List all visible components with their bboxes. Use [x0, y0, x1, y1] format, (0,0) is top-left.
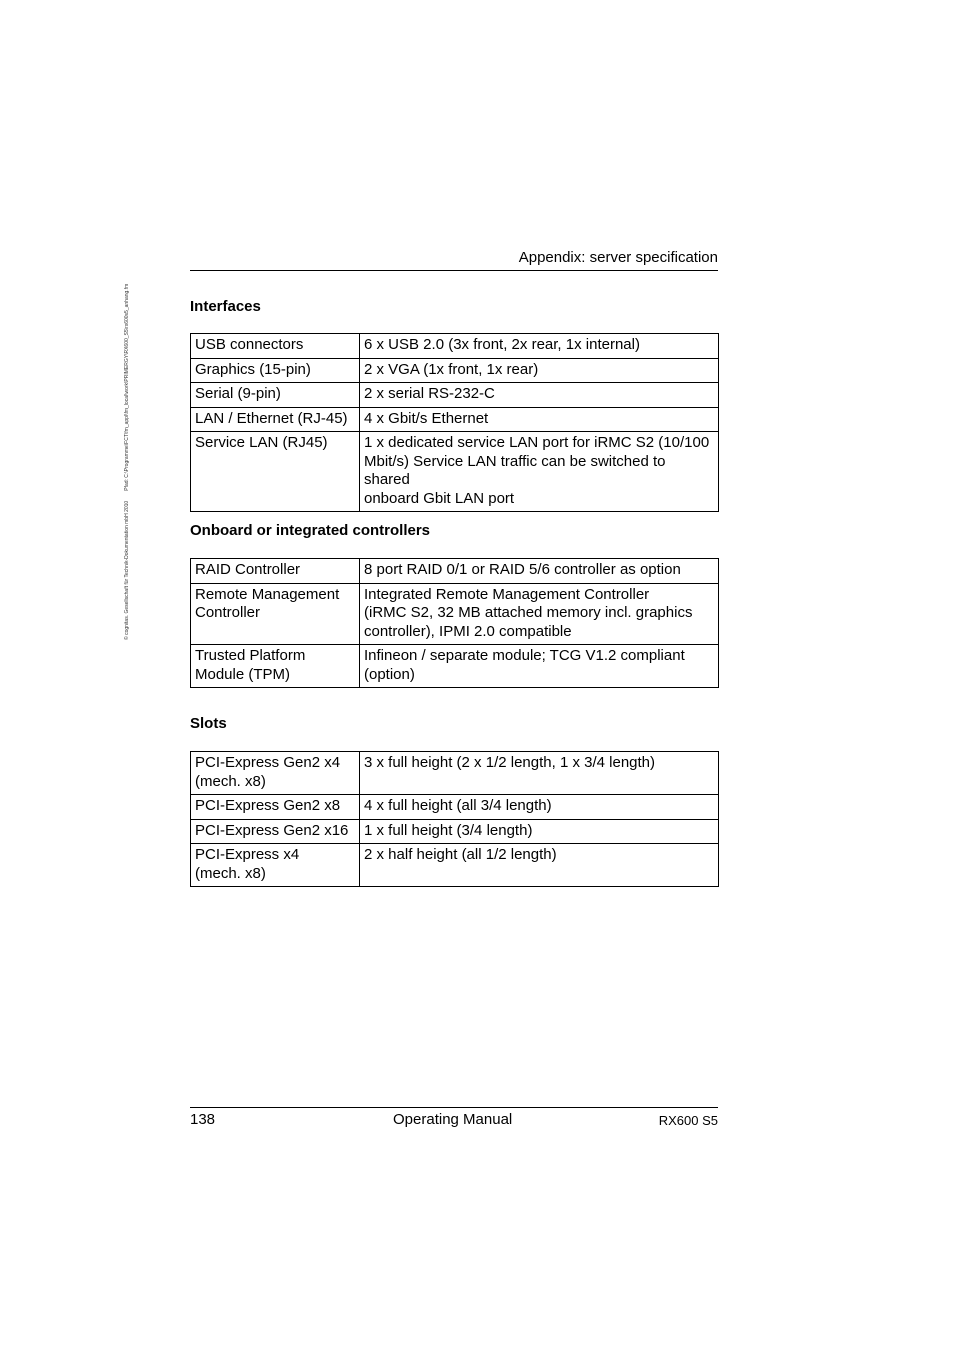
- table-cell-label: Service LAN (RJ45): [191, 432, 360, 512]
- value-line: (option): [364, 665, 415, 683]
- table-cell-value: [360, 645, 719, 688]
- table-row: [191, 844, 719, 887]
- table-cell-value: 2 x VGA (1x front, 1x rear): [360, 358, 719, 383]
- label-line: (mech. x8): [195, 772, 266, 790]
- copyright-note: © cognitas. Gesellschaft für Technik-Dokumentation mbH 2010: [124, 500, 130, 640]
- table-cell-value: 1 x full height (3/4 length): [360, 819, 719, 844]
- table-cell-value: [360, 432, 719, 512]
- value-line: Mbit/s) Service LAN traffic can be switched to shared: [364, 452, 666, 488]
- label-line: (mech. x8): [195, 864, 266, 882]
- header-title: Appendix: server specification: [518, 249, 718, 266]
- value-line: controller), IPMI 2.0 compatible: [364, 622, 572, 640]
- table-row: [191, 358, 719, 383]
- table-row: [191, 334, 719, 359]
- label-line: Controller: [195, 604, 261, 621]
- page-header: [190, 248, 718, 271]
- table-row: [191, 432, 719, 512]
- table-cell-label: [191, 752, 360, 795]
- table-cell-label: Graphics (15-pin): [191, 358, 360, 383]
- label-line: Remote Management: [195, 585, 340, 603]
- table-cell-label: PCI-Express Gen2 x16: [191, 819, 360, 844]
- table-row: [191, 583, 719, 645]
- table-cell-value: 8 port RAID 0/1 or RAID 5/6 controller as option: [360, 559, 719, 584]
- label-line: Trusted Platform: [195, 647, 306, 664]
- table-cell-label: USB connectors: [191, 334, 360, 359]
- model-name: RX600 S5: [658, 1113, 718, 1128]
- value-line: (iRMC S2, 32 MB attached memory incl. graphics: [364, 604, 693, 621]
- table-cell-value: [360, 583, 719, 645]
- table-cell-value: 4 x Gbit/s Ethernet: [360, 407, 719, 432]
- table-cell-label: [191, 645, 360, 688]
- label-line: PCI-Express Gen2 x4: [195, 754, 341, 771]
- table-cell-label: [191, 583, 360, 645]
- value-line: Integrated Remote Management Controller: [364, 585, 650, 603]
- controllers-table: [190, 558, 719, 688]
- table-cell-value: 3 x full height (2 x 1/2 length, 1 x 3/4 length): [360, 752, 719, 795]
- table-row: [191, 819, 719, 844]
- side-margin-note: [124, 240, 130, 640]
- interfaces-table: [190, 333, 719, 512]
- section-title-slots: Slots: [190, 715, 227, 732]
- table-cell-label: Serial (9-pin): [191, 383, 360, 408]
- label-line: Module (TPM): [195, 665, 291, 683]
- table-row: [191, 752, 719, 795]
- table-row: [191, 407, 719, 432]
- section-title-controllers: Onboard or integrated controllers: [190, 522, 431, 539]
- table-row: [191, 645, 719, 688]
- table-row: [191, 383, 719, 408]
- table-cell-value: 4 x full height (all 3/4 length): [360, 795, 719, 820]
- page-number: 138: [190, 1111, 216, 1128]
- manual-title: Operating Manual: [393, 1111, 513, 1128]
- table-cell-value: 2 x half height (all 1/2 length): [360, 844, 719, 887]
- value-line: onboard Gbit LAN port: [364, 489, 515, 507]
- page-footer: [190, 1107, 718, 1132]
- value-line: Infineon / separate module; TCG V1.2 compliant: [364, 647, 685, 664]
- table-cell-value: 2 x serial RS-232-C: [360, 383, 719, 408]
- table-row: [191, 559, 719, 584]
- table-cell-label: PCI-Express Gen2 x8: [191, 795, 360, 820]
- file-path-note: Pfad: C:\Programme\FCT\fm_appl\fm_local\work\PRIMERGY\RX600_S5\rx600s5_anhang.fm: [124, 283, 130, 491]
- table-cell-value: 6 x USB 2.0 (3x front, 2x rear, 1x internal): [360, 334, 719, 359]
- table-cell-label: RAID Controller: [191, 559, 360, 584]
- table-row: [191, 795, 719, 820]
- label-line: PCI-Express x4: [195, 846, 300, 863]
- section-title-interfaces: Interfaces: [190, 298, 261, 315]
- slots-table: [190, 751, 719, 887]
- table-cell-label: [191, 844, 360, 887]
- table-cell-label: LAN / Ethernet (RJ-45): [191, 407, 360, 432]
- value-line: 1 x dedicated service LAN port for iRMC S2 (10/100: [364, 434, 710, 451]
